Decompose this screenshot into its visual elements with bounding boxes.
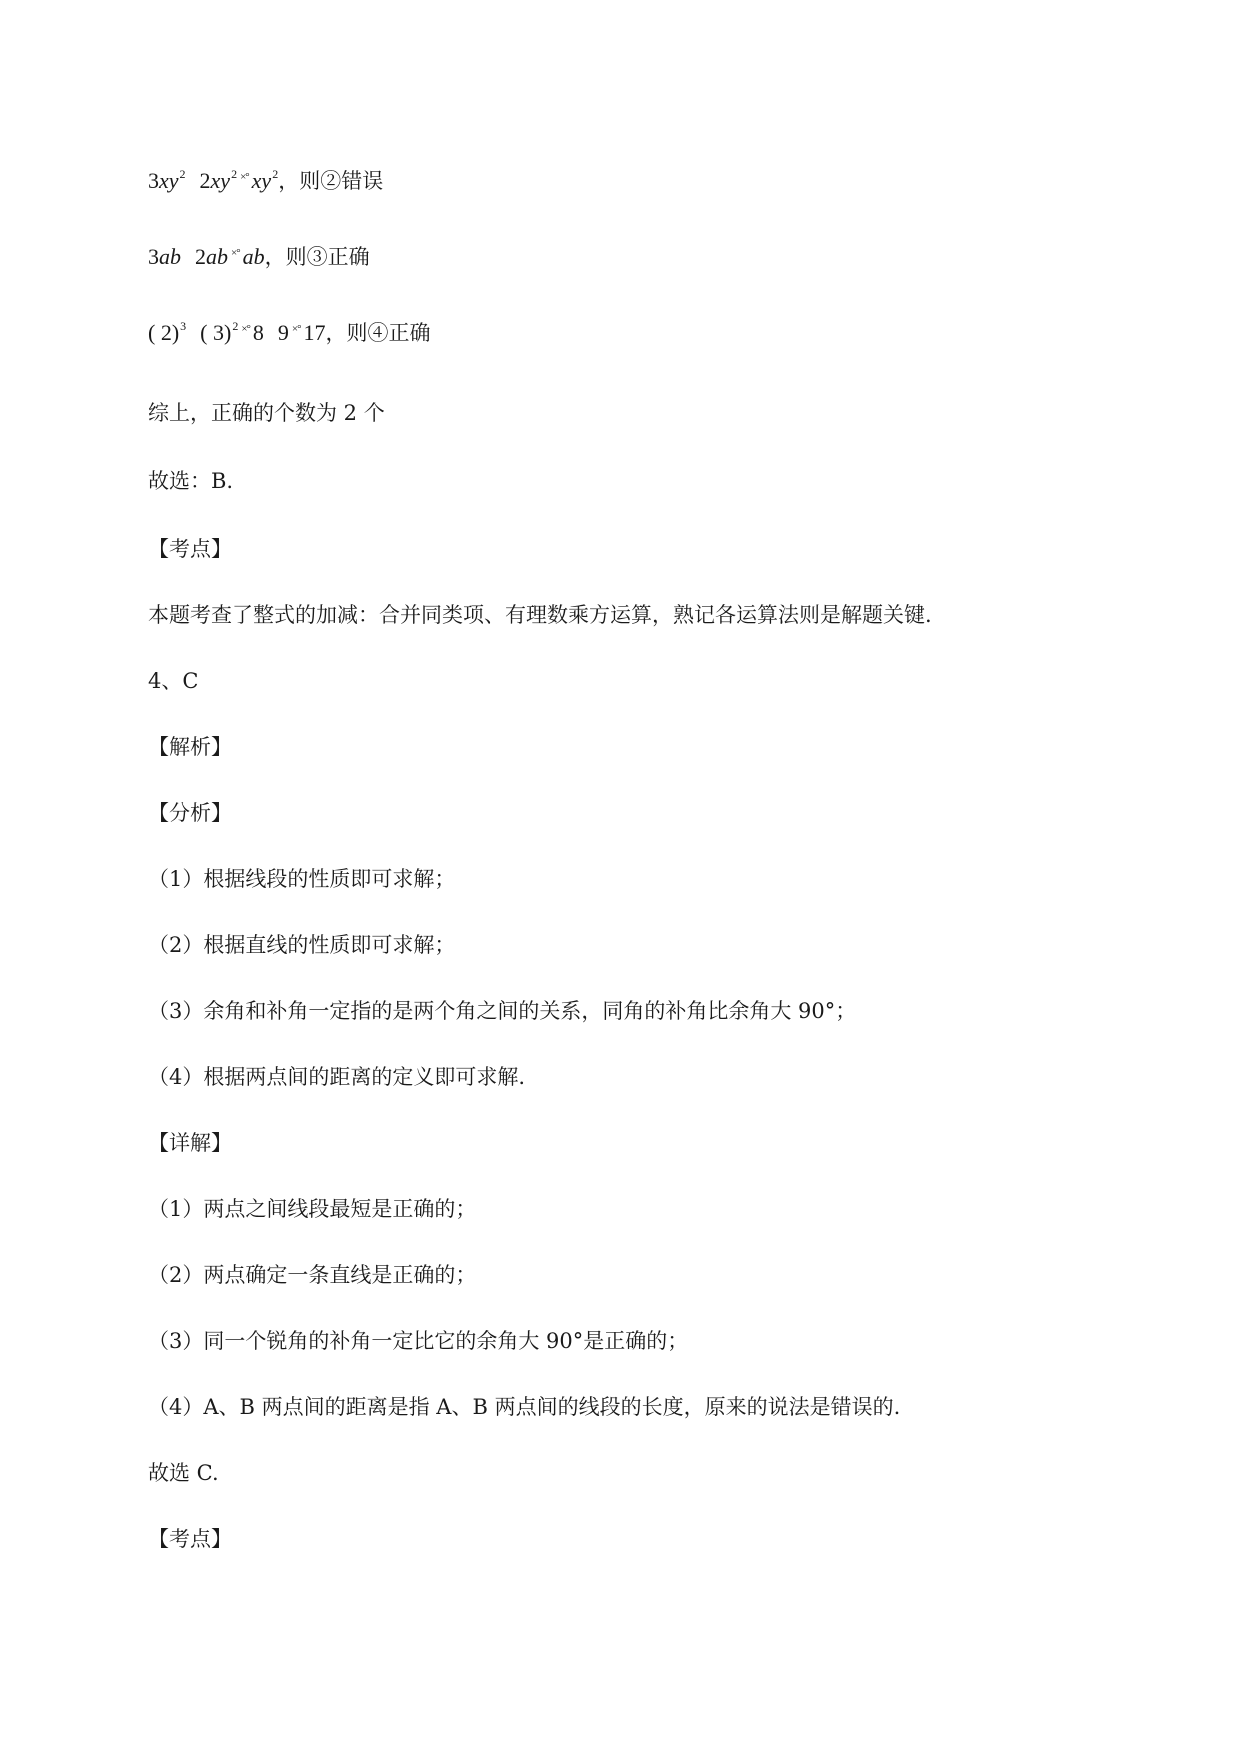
- analysis-item-1: （1）根据线段的性质即可求解；: [148, 867, 456, 891]
- eq3-coef-a: 3: [148, 244, 159, 269]
- section-heading-kaodian-2: 【考点】: [148, 1527, 232, 1551]
- section-heading-kaodian: 【考点】: [148, 537, 232, 561]
- eq4-value-1: 8: [252, 320, 264, 345]
- eq3-equals-glyph: ×°: [231, 247, 240, 259]
- eq2-term-d: xy: [210, 168, 231, 193]
- eq4-value-3: 17: [303, 320, 326, 345]
- summary-text: 综上，正确的个数为 2 个: [148, 401, 385, 425]
- eq2-coef-c: 2: [199, 168, 211, 193]
- eq2-term-e-exponent: 2: [272, 167, 279, 181]
- eq2-conclusion: ，则②错误: [278, 169, 384, 193]
- eq2-term-b: xy: [159, 168, 179, 193]
- detail-item-1: （1）两点之间线段最短是正确的；: [148, 1197, 477, 1221]
- eq3-conclusion: ，则③正确: [264, 245, 370, 269]
- equation-line-4: [148, 318, 431, 348]
- kaodian-text: 本题考查了整式的加减：合并同类项、有理数乘方运算，熟记各运算法则是解题关键.: [148, 603, 932, 627]
- analysis-item-4: （4）根据两点间的距离的定义即可求解.: [148, 1065, 526, 1089]
- question-number: 4、C: [148, 669, 199, 693]
- equation-line-3: [148, 242, 370, 272]
- eq2-term-d-exponent: 2: [231, 167, 238, 181]
- eq3-term-e: ab: [242, 244, 265, 269]
- answer-line-1: 故选：B.: [148, 469, 234, 493]
- eq4-equals-glyph-1: ×°: [241, 323, 250, 335]
- eq2-coef-a: 3: [148, 168, 159, 193]
- eq4-power-1: ( 2): [148, 320, 180, 345]
- section-heading-jiexi: 【解析】: [148, 735, 232, 759]
- section-heading-xiangjie: 【详解】: [148, 1131, 232, 1155]
- detail-item-3: （3）同一个锐角的补角一定比它的余角大 90°是正确的；: [148, 1329, 689, 1353]
- eq2-equals-glyph: ×°: [240, 171, 249, 183]
- detail-item-4: （4）A、B 两点间的距离是指 A、B 两点间的线段的长度，原来的说法是错误的.: [148, 1395, 901, 1419]
- section-heading-fenxi: 【分析】: [148, 801, 232, 825]
- eq3-term-d: ab: [206, 244, 228, 269]
- eq4-value-2: 9: [277, 320, 289, 345]
- eq4-equals-glyph-2: ×°: [291, 323, 301, 335]
- eq4-power-1-exponent: 3: [180, 319, 187, 333]
- equation-line-2: [148, 166, 383, 196]
- eq4-conclusion: ，则④正确: [325, 321, 431, 345]
- analysis-item-2: （2）根据直线的性质即可求解；: [148, 933, 456, 957]
- eq3-coef-c: 2: [195, 244, 206, 269]
- eq2-term-b-exponent: 2: [179, 167, 186, 181]
- detail-item-2: （2）两点确定一条直线是正确的；: [148, 1263, 477, 1287]
- answer-line-2: 故选 C.: [148, 1461, 219, 1485]
- eq4-power-2: ( 3): [200, 320, 232, 345]
- eq4-power-2-exponent: 2: [232, 319, 239, 333]
- eq3-term-b: ab: [159, 244, 181, 269]
- eq2-term-e: xy: [251, 168, 272, 193]
- analysis-item-3: （3）余角和补角一定指的是两个角之间的关系，同角的补角比余角大 90°；: [148, 999, 857, 1023]
